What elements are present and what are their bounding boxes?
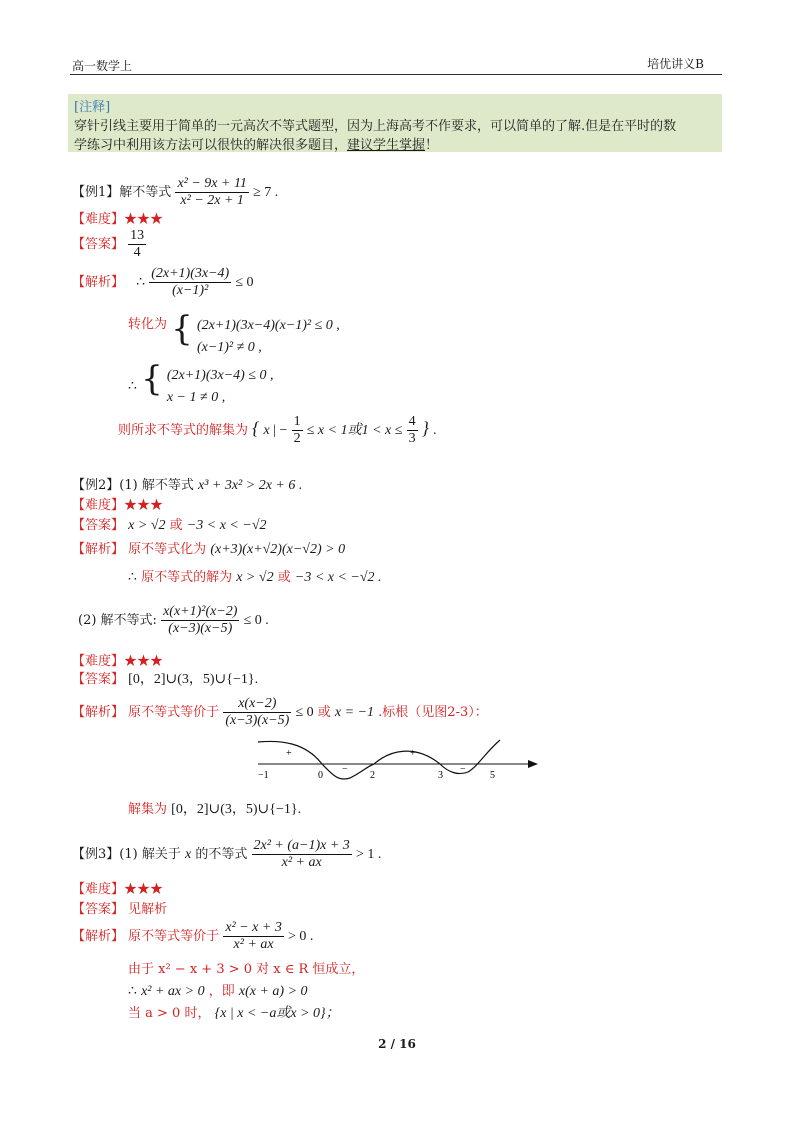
ex2-part1-solution: 【解析】 原不等式化为 (x+3)(x+√2)(x−√2) > 0 [72,542,346,557]
tick-label-neg1: −1 [258,770,269,781]
sign-plus-2: + [410,748,416,759]
ex1-step3: ∴ { (2x+1)(3x−4) ≤ 0 , x − 1 ≠ 0 , [128,359,274,405]
ex1-step4: 则所求不等式的解集为 { x | − $\frac{1}{2}$ ≤ x < 1或1 < x ≤ $\frac{4}{3}$ } . [118,414,437,446]
ex3-difficulty: 【难度】★★★ [72,882,164,897]
tick-label-0: 0 [318,770,323,781]
ex2-part1-answer: 【答案】 x > √2 或 −3 < x < −√2 [72,518,267,533]
ex3-answer: 【答案】 见解析 [72,902,168,917]
note-title: [注释] [74,100,111,115]
number-line-arrow [528,760,538,768]
header-left: 高一数学上 [72,59,133,73]
sign-minus-2: − [460,764,466,775]
ex2-part2-solution: 【解析】 原不等式等价于 $\frac{x(x-2)}{(x-3)(x-5)}$ ≤ 0 或 x = −1 .标根（见图2-3）： [72,696,488,728]
ex1-fraction: $\frac{\text{x² − 9x + 11}}{\text{x² − 2x + 1}}$ [177,176,247,208]
header-right: 培优讲义B [647,57,704,71]
ex3-prompt: 【例3】(1) 解关于 x 的不等式 $\frac{\text{2x² + (a−1)x + 3}}{\text{x² + ax}}$ > 1 . [72,838,382,870]
sign-minus-1: − [342,764,348,775]
ex2-part1-prompt: 【例2】(1) 解不等式 x³ + 3x² > 2x + 6 . [72,478,303,493]
note-line-2: 学练习中利用该方法可以很快的解决很多题目，建议学生掌握！ [74,138,439,153]
ex1-step1: 【解析】 ∴ $\frac{(2x+1)(3x-4)}{\text{(x−1)²}}$ ≤ 0 [72,266,254,298]
tick-label-2: 2 [370,770,375,781]
ex1-prompt: 【例1】解不等式 $\frac{\text{x² − 9x + 11}}{\text{x² − 2x + 1}}$ ≥ 7 . [72,176,279,208]
note-emphasis: 建议学生掌握 [347,138,426,153]
ex2-part2-prompt: (2) 解不等式: $\frac{\text{x(x+1)²(x−2)}}{(x-3)(x-5)}$ ≤ 0 . [78,604,269,636]
ex3-step3: ∴ x² + ax > 0 ，即 x(x + a) > 0 [128,984,308,999]
ex3-step1: 【解析】 原不等式等价于 $\frac{\text{x² − x + 3}}{\text{x² + ax}}$ > 0 . [72,920,314,952]
ex1-answer: 【答案】 $\frac{13}{4}$ [72,228,145,260]
header-divider [70,74,722,75]
tick-label-3: 3 [438,770,443,781]
ex2-part2-answer: 【答案】 [0，2]∪(3，5)∪{−1}. [72,672,259,687]
ex1-difficulty: 【难度】★★★ [72,212,164,227]
sign-plus-1: + [286,748,292,759]
ex2-part2-final: 解集为 [0，2]∪(3，5)∪{−1}. [128,802,302,817]
page-number: 2 / 16 [378,1037,416,1051]
ex2-difficulty: 【难度】★★★ [72,498,164,513]
ex2-part2-difficulty: 【难度】★★★ [72,654,164,669]
ex1-answer-fraction: $\frac{13}{4}$ [130,228,145,260]
ex2-part1-conclusion: ∴ 原不等式的解为 x > √2 或 −3 < x < −√2 . [128,570,382,585]
sign-chart-figure [250,738,550,782]
ex3-step2: 由于 x² − x + 3 > 0 对 x ∈ R 恒成立， [128,962,365,977]
note-line-1: 穿针引线主要用于简单的一元高次不等式题型，因为上海高考不作要求，可以简单的了解.但是在平时的数 [74,119,677,134]
tick-label-5: 5 [490,770,495,781]
ex3-step4: 当 a > 0 时， {x | x < −a或x > 0}； [128,1006,340,1021]
ex1-step2: 转化为 { (2x+1)(3x−4)(x−1)² ≤ 0 , (x−1)² ≠ 0 , [128,309,340,355]
